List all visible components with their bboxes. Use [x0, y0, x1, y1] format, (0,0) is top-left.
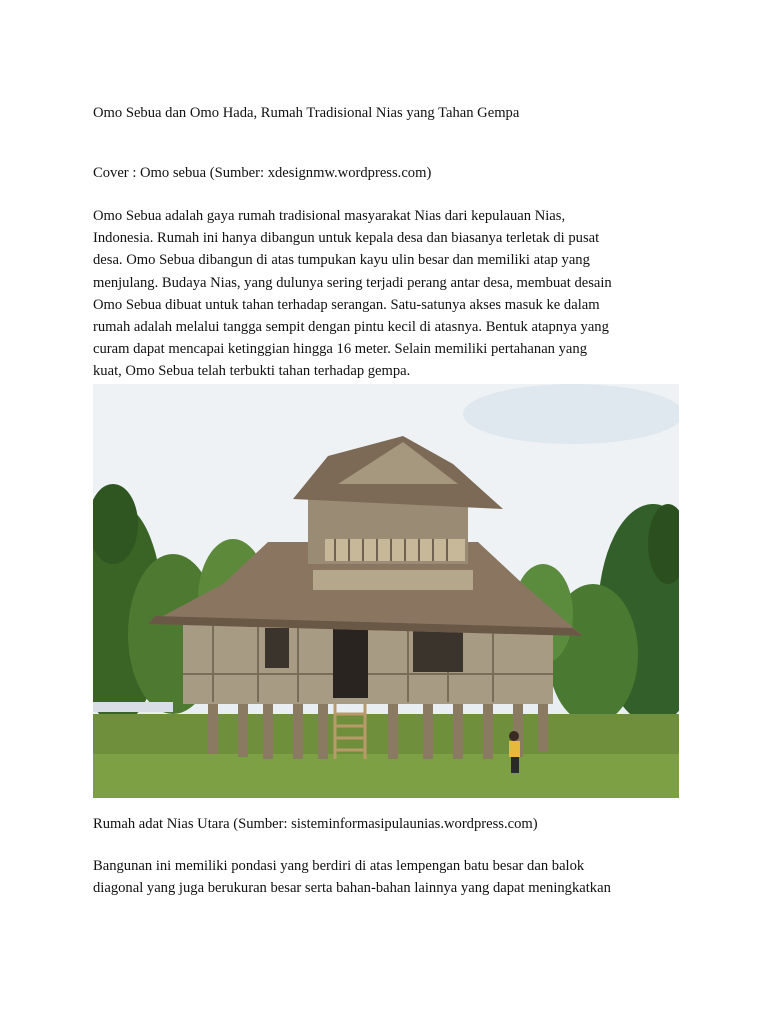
house-illustration: [93, 384, 679, 798]
lower-balcony: [313, 570, 473, 590]
document-title: Omo Sebua dan Omo Hada, Rumah Tradisional Nias yang Tahan Gempa: [93, 105, 520, 121]
paragraph-line: rumah adalah melalui tangga sempit dengan pintu kecil di atasnya. Bentuk atapnya yang: [93, 318, 609, 335]
paragraph-line: kuat, Omo Sebua telah terbukti tahan terhadap gempa.: [93, 363, 411, 380]
balcony-rail: [325, 539, 465, 561]
paragraph-line: Omo Sebua adalah gaya rumah tradisional masyarakat Nias dari kepulauan Nias,: [93, 208, 566, 224]
house-window: [265, 628, 289, 668]
house-door: [333, 626, 368, 698]
paragraph-line: Indonesia. Rumah ini hanya dibangun untuk kepala desa dan biasanya terletak di pusat: [93, 230, 600, 247]
paragraph-line: desa. Omo Sebua dibangun di atas tumpukan kayu ulin besar dan memiliki atap yang: [93, 252, 590, 269]
paragraph-2: [93, 855, 683, 899]
paragraph-1: [93, 205, 683, 383]
cloud: [463, 384, 679, 444]
house-photo: [93, 384, 679, 798]
paragraph-line: menjulang. Budaya Nias, yang dulunya sering terjadi perang antar desa, membuat desain: [93, 274, 612, 291]
house-window: [413, 628, 463, 672]
cover-credit: Cover : Omo sebua (Sumber: xdesignmw.wordpress.com): [93, 165, 432, 181]
paragraph-line: diagonal yang juga berukuran besar serta bahan-bahan lainnya yang dapat meningkatkan: [93, 880, 611, 897]
image-caption: Rumah adat Nias Utara (Sumber: sisteminformasipulaunias.wordpress.com): [93, 816, 538, 832]
grass-foreground: [93, 754, 679, 798]
paragraph-line: curam dapat mencapai ketinggian hingga 16 meter. Selain memiliki pertahanan yang: [93, 341, 587, 358]
paragraph-line: Omo Sebua dibuat untuk tahan terhadap serangan. Satu-satunya akses masuk ke dalam: [93, 296, 600, 313]
laundry: [93, 702, 173, 712]
paragraph-line: Bangunan ini memiliki pondasi yang berdiri di atas lempengan batu besar dan balok: [93, 858, 585, 874]
